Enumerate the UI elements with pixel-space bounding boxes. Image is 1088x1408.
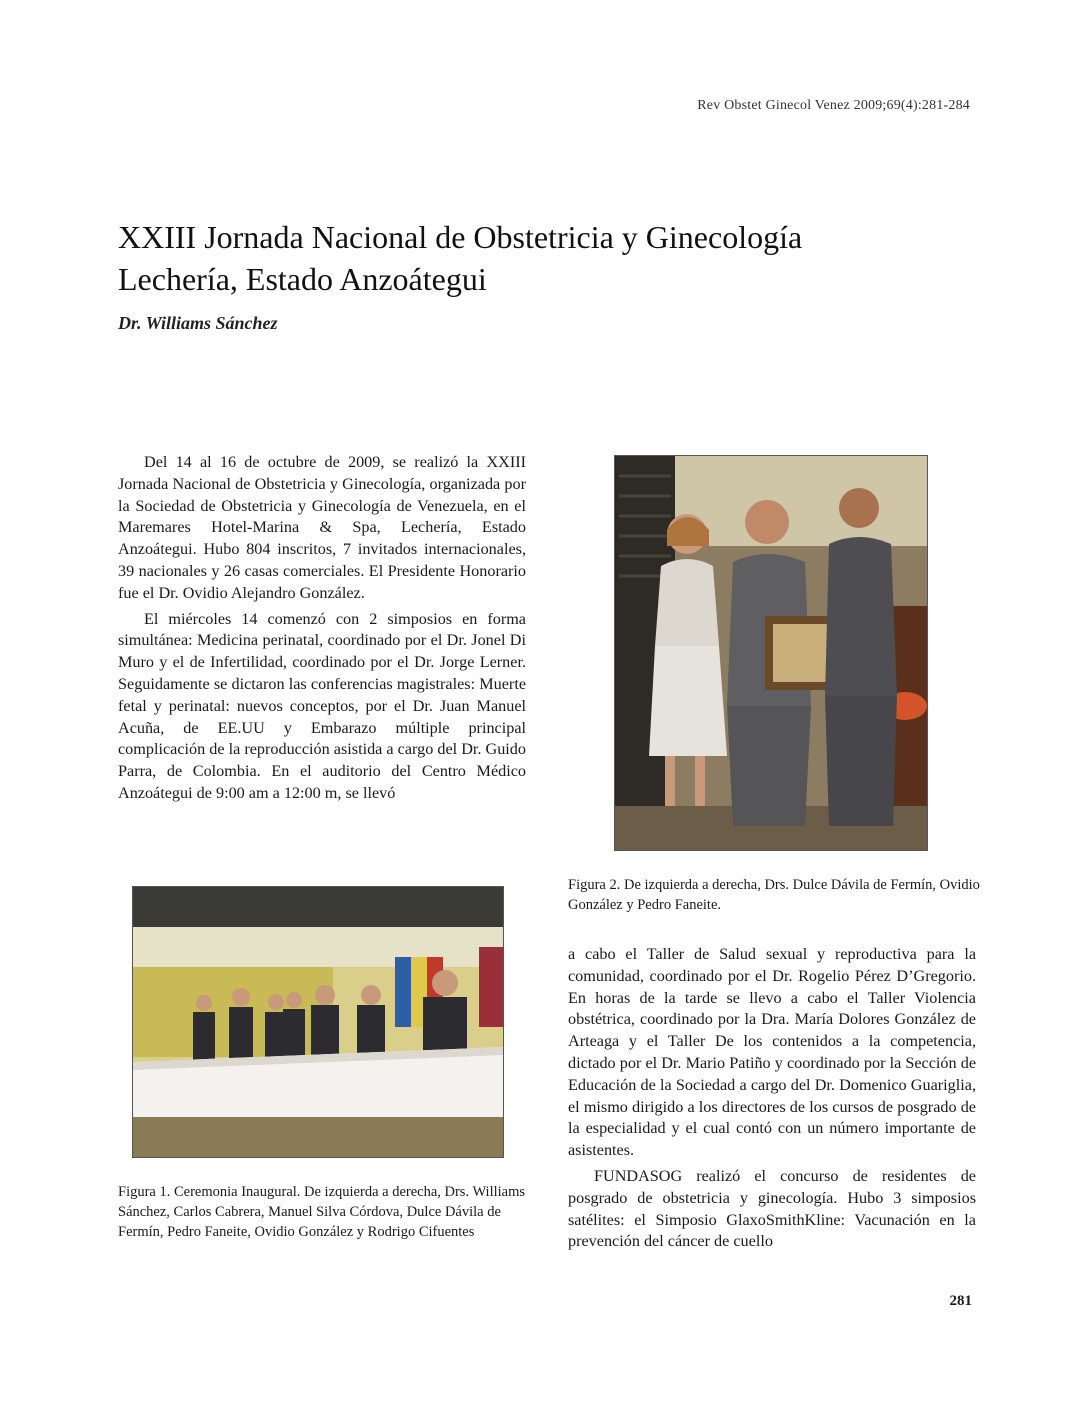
- figure-2-photo: [614, 455, 928, 851]
- article-title: [118, 216, 978, 300]
- title-line-2: Lechería, Estado Anzoátegui: [118, 261, 487, 297]
- body-column-right: [568, 944, 976, 1253]
- figure-2-caption: Figura 2. De izquierda a derecha, Drs. Dulce Dávila de Fermín, Ovidio González y Pedro Faneite.: [568, 877, 980, 913]
- figure-1-photo: [132, 886, 504, 1158]
- article-author: Dr. Williams Sánchez: [118, 313, 278, 333]
- paragraph: a cabo el Taller de Salud sexual y reproductiva para la comunidad, coordinado por el Dr. Rogelio Pérez D’Gregorio. En horas de la tarde se llevo a cabo el Taller Violencia obstétrica, coordinado por la Dra. María Dolores González de Arteaga y el Taller De los contenidos a la competencia, dictado por el Dr. Mario Patiño y coordinado por la Sección de Educación de la Sociedad a cargo del Dr. Domenico Guariglia, el mismo dirigido a los directores de los cursos de posgrado de la especialidad y el cual contó con un número importante de asistentes.: [568, 945, 976, 1160]
- figure-1-caption: Figura 1. Ceremonia Inaugural. De izquierda a derecha, Drs. Williams Sánchez, Carlos Cabrera, Manuel Silva Córdova, Dulce Dávila de Fermín, Pedro Faneite, Ovidio González y Rodrigo Cifuentes: [118, 1184, 526, 1240]
- body-column-left: [118, 452, 526, 805]
- title-line-1: XXIII Jornada Nacional de Obstetricia y Ginecología: [118, 219, 803, 255]
- paragraph: Del 14 al 16 de octubre de 2009, se realizó la XXIII Jornada Nacional de Obstetricia y Ginecología, organizada por la Sociedad de Obstetricia y Ginecología de Venezuela, en el Maremares Hotel-Marina & Spa, Lechería, Estado Anzoátegui. Hubo 804 inscritos, 7 invitados internacionales, 39 nacionales y 26 casas comerciales. El Presidente Honorario fue el Dr. Ovidio Alejandro González.: [118, 453, 526, 602]
- journal-citation: Rev Obstet Ginecol Venez 2009;69(4):281-284: [697, 98, 970, 113]
- paragraph: El miércoles 14 comenzó con 2 simposios en forma simultánea: Medicina perinatal, coordinado por el Dr. Jonel Di Muro y el de Infertilidad, coordinado por el Dr. Jorge Lerner. Seguidamente se dictaron las conferencias magistrales: Muerte fetal y perinatal: nuevos conceptos, por el Dr. Juan Manuel Acuña, de EE.UU y Embarazo múltiple principal complicación de la reproducción asistida a cargo del Dr. Guido Parra, de Colombia. En el auditorio del Centro Médico Anzoátegui de 9:00 am a 12:00 m, se llevó: [118, 609, 526, 802]
- page-number: 281: [949, 1293, 972, 1309]
- paragraph: FUNDASOG realizó el concurso de residentes de posgrado de obstetricia y ginecología. Hubo 3 simposios satélites: el Simposio GlaxoSmithKline: Vacunación en la prevención del cáncer de cuello: [568, 1166, 976, 1251]
